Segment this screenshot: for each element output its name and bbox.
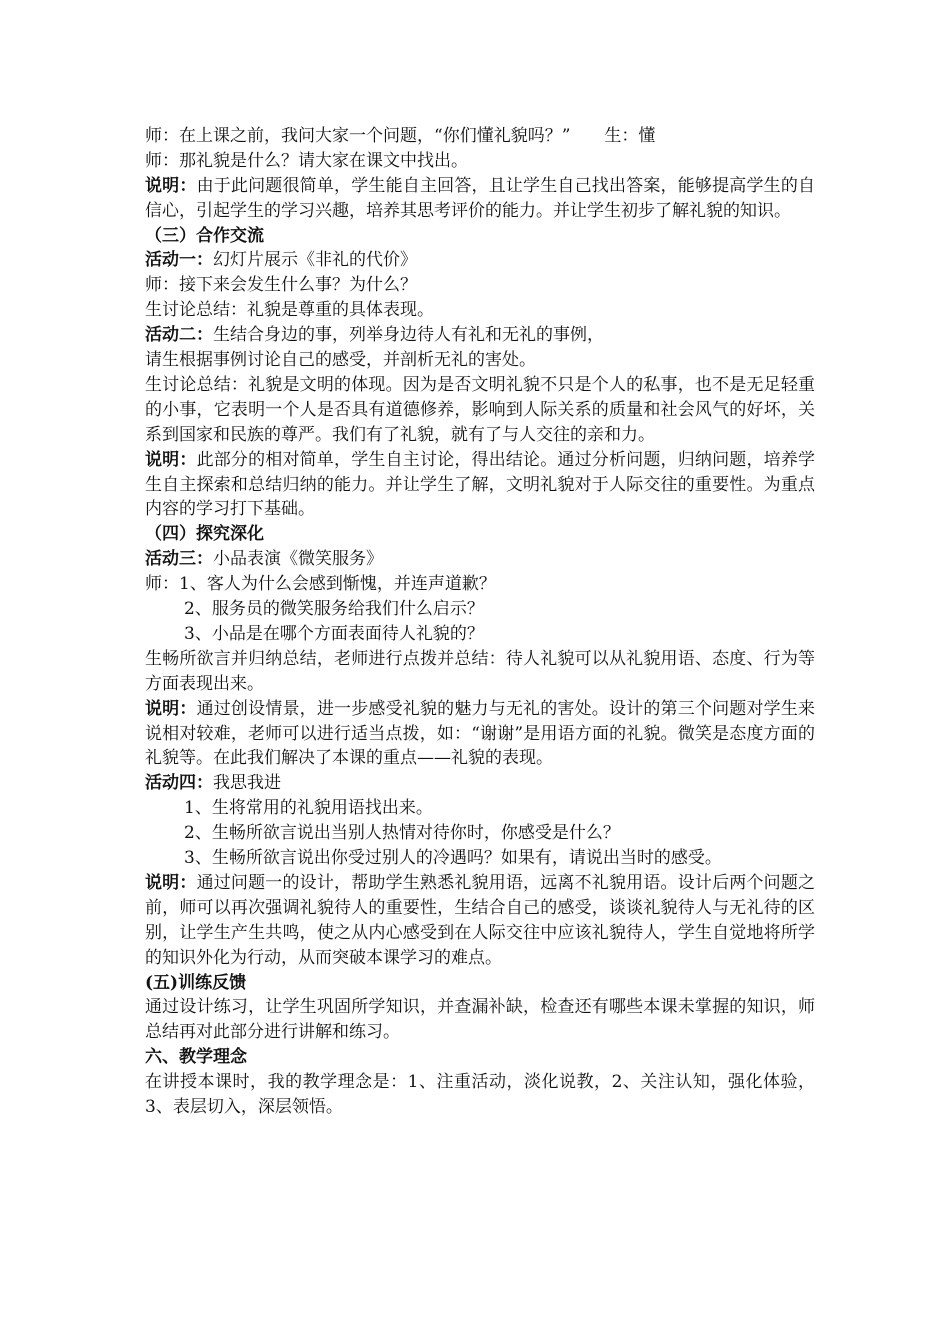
section-heading: (五)训练反馈 (145, 972, 247, 993)
question-item: 3、小品是在哪个方面表面待人礼貌的？ (184, 623, 484, 644)
activity-line: 活动一：幻灯片展示《非礼的代价》 (145, 250, 417, 271)
activity-line: 活动三：小品表演《微笑服务》 (145, 549, 383, 570)
activity-label: 活动二： (145, 325, 213, 346)
list-item: 1、生将常用的礼貌用语找出来。 (184, 798, 433, 819)
text-paragraph: 生讨论总结：礼貌是文明的体现。因为是否文明礼貌不只是个人的私事，也不是无足轻重的小事，它表明一个人是否具有道德修养，影响到人际关系的质量和社会风气的好坏，关系到国家和民族的尊严。我们有了礼貌，就有了与人交往的亲和力。 (145, 374, 815, 445)
text-paragraph: 在讲授本课时，我的教学理念是：1、注重活动，淡化说教，2、关注认知，强化体验，3、表层切入，深层领悟。 (145, 1072, 815, 1118)
section-heading: 六、教学理念 (145, 1047, 247, 1068)
question-item: 师：1、客人为什么会感到惭愧，并连声道歉？ (145, 574, 496, 595)
activity-label: 活动三： (145, 549, 213, 570)
activity-label: 活动一： (145, 250, 213, 271)
note-paragraph: 说明：通过创设情景，进一步感受礼貌的魅力与无礼的害处。设计的第三个问题对学生来说相对较难，老师可以进行适当点拨，如：“谢谢”是用语方面的礼貌。微笑是态度方面的礼貌等。在此我们解决了本课的重点——礼貌的表现。 (145, 698, 816, 769)
dialogue-line: 生讨论总结：礼貌是尊重的具体表现。 (145, 300, 434, 321)
text-paragraph: 通过设计练习，让学生巩固所学知识，并查漏补缺，检查还有哪些本课未掌握的知识，师总结再对此部分进行讲解和练习。 (145, 997, 815, 1043)
note-paragraph: 说明：此部分的相对简单，学生自主讨论，得出结论。通过分析问题，归纳问题，培养学生自主探索和总结归纳的能力。并让学生了解，文明礼貌对于人际交往的重要性。为重点内容的学习打下基础。 (145, 449, 816, 520)
teacher-question: 师：在上课之前，我问大家一个问题，“你们懂礼貌吗？” (145, 126, 571, 146)
activity-line: 活动四：我思我进 (145, 773, 281, 794)
activity-line: 活动二：生结合身边的事，列举身边待人有礼和无礼的事例， (145, 325, 604, 346)
section-heading: （三）合作交流 (145, 225, 264, 246)
note-label: 说明： (145, 872, 197, 893)
text-line: 请生根据事例讨论自己的感受，并剖析无礼的害处。 (145, 350, 536, 371)
question-item: 2、服务员的微笑服务给我们什么启示？ (184, 599, 484, 620)
section-heading: （四）探究深化 (145, 524, 264, 545)
text-paragraph: 生畅所欲言并归纳总结，老师进行点拨并总结：待人礼貌可以从礼貌用语、态度、行为等方面表现出来。 (145, 648, 815, 694)
dialogue-line (145, 124, 815, 149)
note-label: 说明： (145, 698, 197, 719)
note-label: 说明： (145, 449, 197, 470)
activity-label: 活动四： (145, 773, 213, 794)
dialogue-line: 师：那礼貌是什么？请大家在课文中找出。 (145, 150, 468, 171)
list-item: 3、生畅所欲言说出你受过别人的冷遇吗？如果有，请说出当时的感受。 (184, 848, 722, 869)
list-item: 2、生畅所欲言说出当别人热情对待你时，你感受是什么？ (184, 823, 620, 844)
dialogue-line: 师：接下来会发生什么事？为什么？ (145, 275, 417, 296)
note-paragraph: 说明：由于此问题很简单，学生能自主回答，且让学生自己找出答案，能够提高学生的自信心，引起学生的学习兴趣，培养其思考评价的能力。并让学生初步了解礼貌的知识。 (145, 175, 816, 221)
note-paragraph: 说明：通过问题一的设计，帮助学生熟悉礼貌用语，远离不礼貌用语。设计后两个问题之前，师可以再次强调礼貌待人的重要性，生结合自己的感受，谈谈礼貌待人与无礼待的区别，让学生产生共鸣，使之从内心感受到在人际交往中应该礼貌待人，学生自觉地将所学的知识外化为行动，从而突破本课学习的难点。 (145, 872, 816, 968)
document-page (145, 124, 815, 1120)
note-label: 说明： (145, 175, 197, 196)
student-answer: 生：懂 (604, 126, 656, 146)
